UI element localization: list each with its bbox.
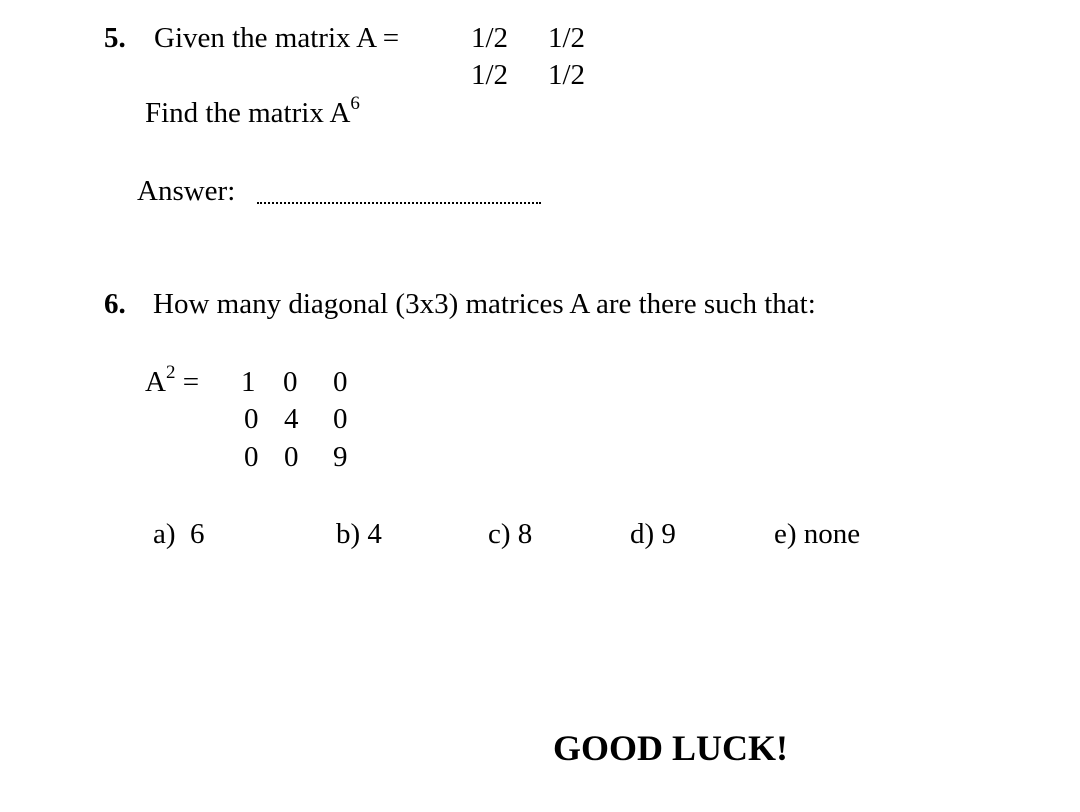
matrix-cell: 0 [244, 403, 259, 435]
question-5-find-text [145, 93, 360, 129]
matrix-cell: 4 [284, 403, 299, 435]
matrix-cell: 1/2 [471, 22, 509, 54]
option-value: 9 [661, 518, 676, 550]
question-5-prompt: Given the matrix A = [154, 22, 400, 54]
question-5-number: 5. [104, 22, 126, 54]
option-c[interactable] [488, 520, 532, 549]
option-b[interactable] [336, 520, 382, 549]
matrix-cell: 0 [333, 403, 348, 435]
matrix-cell: 9 [333, 441, 348, 473]
option-letter: d) [630, 518, 655, 550]
question-6-number: 6. [104, 288, 126, 320]
answer-label: Answer: [137, 175, 236, 207]
option-d[interactable] [630, 520, 676, 549]
matrix-cell: 0 [244, 441, 259, 473]
option-value: none [803, 518, 861, 550]
matrix-cell: 1/2 [471, 59, 509, 91]
closing-message: GOOD LUCK! [553, 728, 789, 768]
lhs-equals: = [182, 366, 200, 398]
option-value: 6 [190, 518, 205, 550]
option-value: 4 [367, 518, 382, 550]
lhs-exponent: 2 [165, 362, 176, 384]
find-text: Find the matrix A [145, 97, 351, 129]
matrix-cell: 1 [241, 366, 256, 398]
option-e[interactable] [774, 520, 860, 549]
answer-blank-line[interactable] [257, 202, 541, 204]
matrix-cell: 1/2 [548, 22, 586, 54]
option-a[interactable] [153, 520, 205, 549]
lhs-base: A [145, 366, 166, 398]
option-letter: e) [774, 518, 797, 550]
matrix-cell: 0 [333, 366, 348, 398]
find-exponent: 6 [350, 93, 360, 115]
matrix-cell: 0 [283, 366, 298, 398]
matrix-cell: 1/2 [548, 59, 586, 91]
option-letter: b) [336, 518, 361, 550]
question-6-prompt: How many diagonal (3x3) matrices A are there such that: [153, 288, 816, 320]
option-letter: a) [153, 518, 176, 550]
question-6-lhs [145, 362, 200, 398]
option-value: 8 [517, 518, 533, 550]
matrix-cell: 0 [284, 441, 299, 473]
option-letter: c) [488, 518, 511, 550]
